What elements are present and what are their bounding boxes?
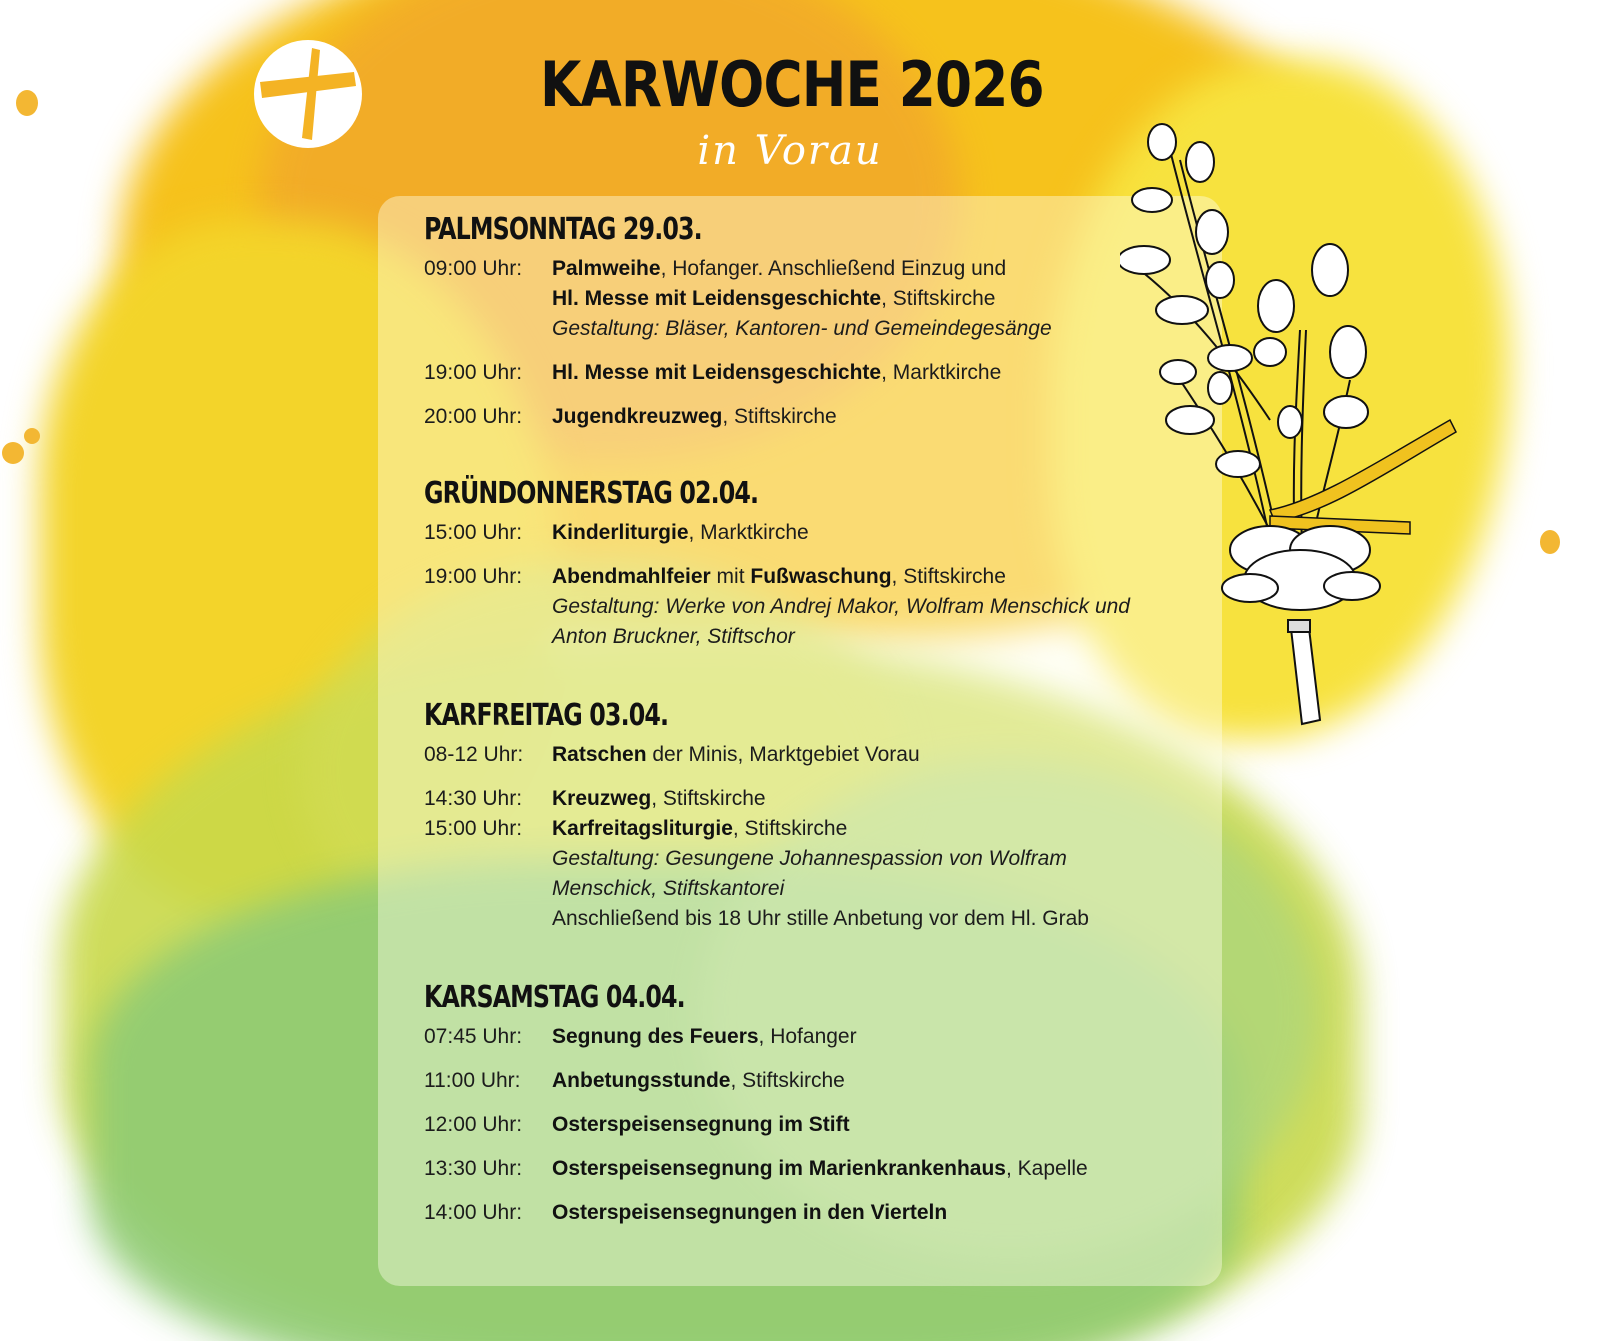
event-name: Kreuzweg	[552, 787, 652, 810]
schedule-entry	[424, 1022, 1204, 1052]
schedule-entry	[424, 518, 1204, 548]
page-subtitle: in Vorau	[697, 128, 883, 174]
event-name: Hl. Messe mit Leidensgeschichte	[552, 287, 882, 310]
event-note: Gestaltung: Gesungene Johannespassion von Wolfram Menschick, Stiftskantorei	[552, 847, 1067, 900]
event-location: , Stiftskirche	[732, 817, 848, 840]
schedule-entry	[424, 1198, 1204, 1228]
schedule-entry	[424, 1154, 1204, 1184]
event-name: Jugendkreuzweg	[552, 405, 723, 428]
event-note: Gestaltung: Bläser, Kantoren- und Gemeindegesänge	[552, 317, 1052, 340]
event-name: Osterspeisensegnung im Marienkrankenhaus	[552, 1157, 1006, 1180]
event-name: Hl. Messe mit Leidensgeschichte	[552, 361, 882, 384]
paint-splash	[16, 90, 38, 116]
event-name: Anbetungsstunde	[552, 1069, 731, 1092]
day-section-karsamstag	[424, 978, 1204, 1228]
day-section-gruendonnerstag	[424, 474, 1204, 652]
schedule-entry	[424, 784, 1204, 814]
entry-time: 09:00 Uhr:	[424, 257, 523, 280]
entry-time: 15:00 Uhr:	[424, 521, 523, 544]
schedule-entry	[424, 358, 1204, 388]
event-name: Ratschen	[552, 743, 647, 766]
event-location: , Kapelle	[1005, 1157, 1088, 1180]
entry-description	[552, 562, 1204, 652]
schedule-entry	[424, 1110, 1204, 1140]
event-name: Abendmahlfeier	[552, 565, 711, 588]
schedule-entry	[424, 740, 1204, 770]
day-section-palmsonntag	[424, 210, 1204, 432]
event-location: , Hofanger. Anschließend Einzug und	[660, 257, 1007, 280]
event-extra: Anschließend bis 18 Uhr stille Anbetung vor dem Hl. Grab	[552, 907, 1089, 930]
entry-time: 14:00 Uhr:	[424, 1201, 523, 1224]
entry-time: 20:00 Uhr:	[424, 405, 523, 428]
day-title: PALMSONNTAG 29.03.	[424, 212, 702, 247]
day-title: GRÜNDONNERSTAG 02.04.	[424, 476, 759, 511]
entry-description	[552, 254, 1204, 344]
event-name: Kinderliturgie	[552, 521, 689, 544]
event-connector: mit	[710, 565, 751, 588]
event-location: , Stiftskirche	[881, 287, 996, 310]
cross-in-circle-icon	[254, 40, 362, 148]
event-name: Palmweihe	[552, 257, 661, 280]
entry-time: 13:30 Uhr:	[424, 1157, 523, 1180]
entry-time: 12:00 Uhr:	[424, 1113, 523, 1136]
schedule-entry	[424, 562, 1204, 652]
paint-splash	[24, 428, 40, 444]
schedule-entry	[424, 254, 1204, 344]
event-location: , Stiftskirche	[651, 787, 766, 810]
schedule-entry	[424, 814, 1204, 934]
paint-splash	[1540, 530, 1560, 554]
event-name: Osterspeisensegnung im Stift	[552, 1113, 850, 1136]
entry-time: 08-12 Uhr:	[424, 743, 524, 766]
entry-time: 07:45 Uhr:	[424, 1025, 523, 1048]
event-name: Fußwaschung	[750, 565, 892, 588]
schedule-entry	[424, 402, 1204, 432]
event-location: der Minis, Marktgebiet Vorau	[646, 743, 920, 766]
event-location: , Stiftskirche	[722, 405, 837, 428]
paint-splash	[2, 442, 24, 464]
event-note: Gestaltung: Werke von Andrej Makor, Wolfram Menschick und Anton Bruckner, Stiftschor	[552, 595, 1130, 648]
event-location: , Marktkirche	[688, 521, 809, 544]
entry-time: 14:30 Uhr:	[424, 787, 523, 810]
event-location: , Hofanger	[758, 1025, 857, 1048]
event-name: Karfreitagsliturgie	[552, 817, 733, 840]
entry-description	[552, 814, 1204, 934]
event-location: , Stiftskirche	[730, 1069, 845, 1092]
schedule-entry	[424, 1066, 1204, 1096]
entry-time: 19:00 Uhr:	[424, 361, 523, 384]
event-location: , Marktkirche	[881, 361, 1002, 384]
entry-time: 15:00 Uhr:	[424, 817, 523, 840]
event-name: Segnung des Feuers	[552, 1025, 759, 1048]
entry-time: 19:00 Uhr:	[424, 565, 523, 588]
page-title: KARWOCHE 2026	[540, 48, 1044, 121]
day-section-karfreitag	[424, 696, 1204, 934]
event-name: Osterspeisensegnungen in den Vierteln	[552, 1201, 948, 1224]
palm-catkin-bouquet-icon	[1120, 120, 1480, 740]
day-title: KARFREITAG 03.04.	[424, 698, 669, 733]
entry-time: 11:00 Uhr:	[424, 1069, 521, 1092]
day-title: KARSAMSTAG 04.04.	[424, 980, 685, 1015]
event-location: , Stiftskirche	[891, 565, 1006, 588]
